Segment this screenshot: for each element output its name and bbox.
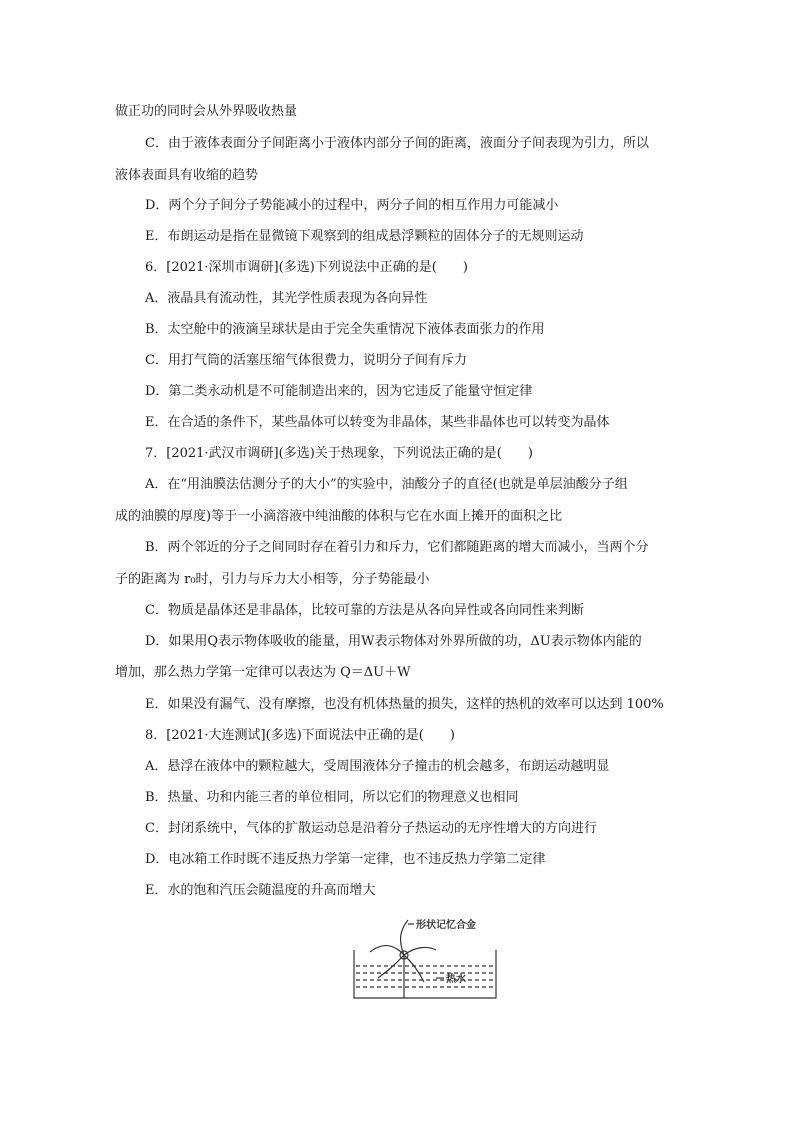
text-line-2: C．由于液体表面分子间距离小于液体内部分子间的距离，液面分子间表现为引力，所以 <box>145 136 649 151</box>
q6-option-d: D．第二类永动机是不可能制造出来的，因为它违反了能量守恒定律 <box>145 384 533 399</box>
q6-option-b: B．太空舱中的液滴呈球状是由于完全失重情况下液体表面张力的作用 <box>145 322 545 337</box>
q8-option-d: D．电冰箱工作时既不违反热力学第一定律，也不违反热力学第二定律 <box>145 852 546 867</box>
q6-option-c: C．用打气筒的活塞压缩气体很费力，说明分子间有斥力 <box>145 353 467 368</box>
alloy-spoke <box>404 947 436 955</box>
text-line-4: D．两个分子间分子势能减小的过程中，两分子间的相互作用力可能减小 <box>145 198 559 213</box>
alloy-spoke <box>370 946 404 955</box>
q7-option-d-line1: D．如果用Q表示物体吸收的能量，用W表示物体对外界所做的功，ΔU表示物体内能的 <box>145 634 642 649</box>
q6-option-e: E．在合适的条件下，某些晶体可以转变为非晶体，某些非晶体也可以转变为晶体 <box>145 415 610 430</box>
alloy-spoke <box>401 920 408 955</box>
q7-option-a-line1: A．在“用油膜法估测分子的大小”的实验中，油酸分子的直径(也就是单层油酸分子组 <box>145 477 628 492</box>
q7-option-a-line2: 成的油膜的厚度)等于一小滴溶液中纯油酸的体积与它在水面上摊开的面积之比 <box>115 509 563 524</box>
q8-option-c: C．封闭系统中，气体的扩散运动总是沿着分子热运动的无序性增大的方向进行 <box>145 821 597 836</box>
alloy-spoke <box>404 955 424 982</box>
q8-option-e: E．水的饱和汽压会随温度的升高而增大 <box>145 883 376 898</box>
q7-option-e: E．如果没有漏气、没有摩擦，也没有机体热量的损失，这样的热机的效率可以达到 100% <box>145 697 664 712</box>
shape-memory-alloy-figure <box>340 912 510 1007</box>
alloy-label: 形状记忆合金 <box>416 920 476 931</box>
q7-option-b-line2: 子的距离为 r₀时，引力与斥力大小相等，分子势能最小 <box>115 572 430 587</box>
question-8-title: 8．[2021·大连测试](多选)下面说法中正确的是( ) <box>145 728 455 743</box>
text-line-3: 液体表面具有收缩的趋势 <box>115 168 259 183</box>
q6-option-a: A．液晶具有流动性，其光学性质表现为各向异性 <box>145 291 428 306</box>
water-label: 热水 <box>446 974 466 985</box>
text-line-1: 做正功的同时会从外界吸收热量 <box>115 104 298 119</box>
q7-option-b-line1: B．两个邻近的分子之间同时存在着引力和斥力，它们都随距离的增大而减小，当两个分 <box>145 540 649 555</box>
text-line-5: E．布朗运动是指在显微镜下观察到的组成悬浮颗粒的固体分子的无规则运动 <box>145 229 584 244</box>
question-7-title: 7．[2021·武汉市调研](多选)关于热现象，下列说法正确的是( ) <box>145 446 533 461</box>
figure-diagram <box>340 912 510 1007</box>
q8-option-a: A．悬浮在液体中的颗粒越大，受周围液体分子撞击的机会越多，布朗运动越明显 <box>145 759 610 774</box>
container-outline <box>354 950 496 998</box>
q7-option-c: C．物质是晶体还是非晶体，比较可靠的方法是从各向异性或各向同性来判断 <box>145 603 584 618</box>
q7-option-d-line2: 增加，那么热力学第一定律可以表达为 Q＝ΔU＋W <box>115 665 411 680</box>
question-6-title: 6．[2021·深圳市调研](多选)下列说法中正确的是( ) <box>145 260 468 275</box>
q8-option-b: B．热量、功和内能三者的单位相同，所以它们的物理意义也相同 <box>145 790 519 805</box>
